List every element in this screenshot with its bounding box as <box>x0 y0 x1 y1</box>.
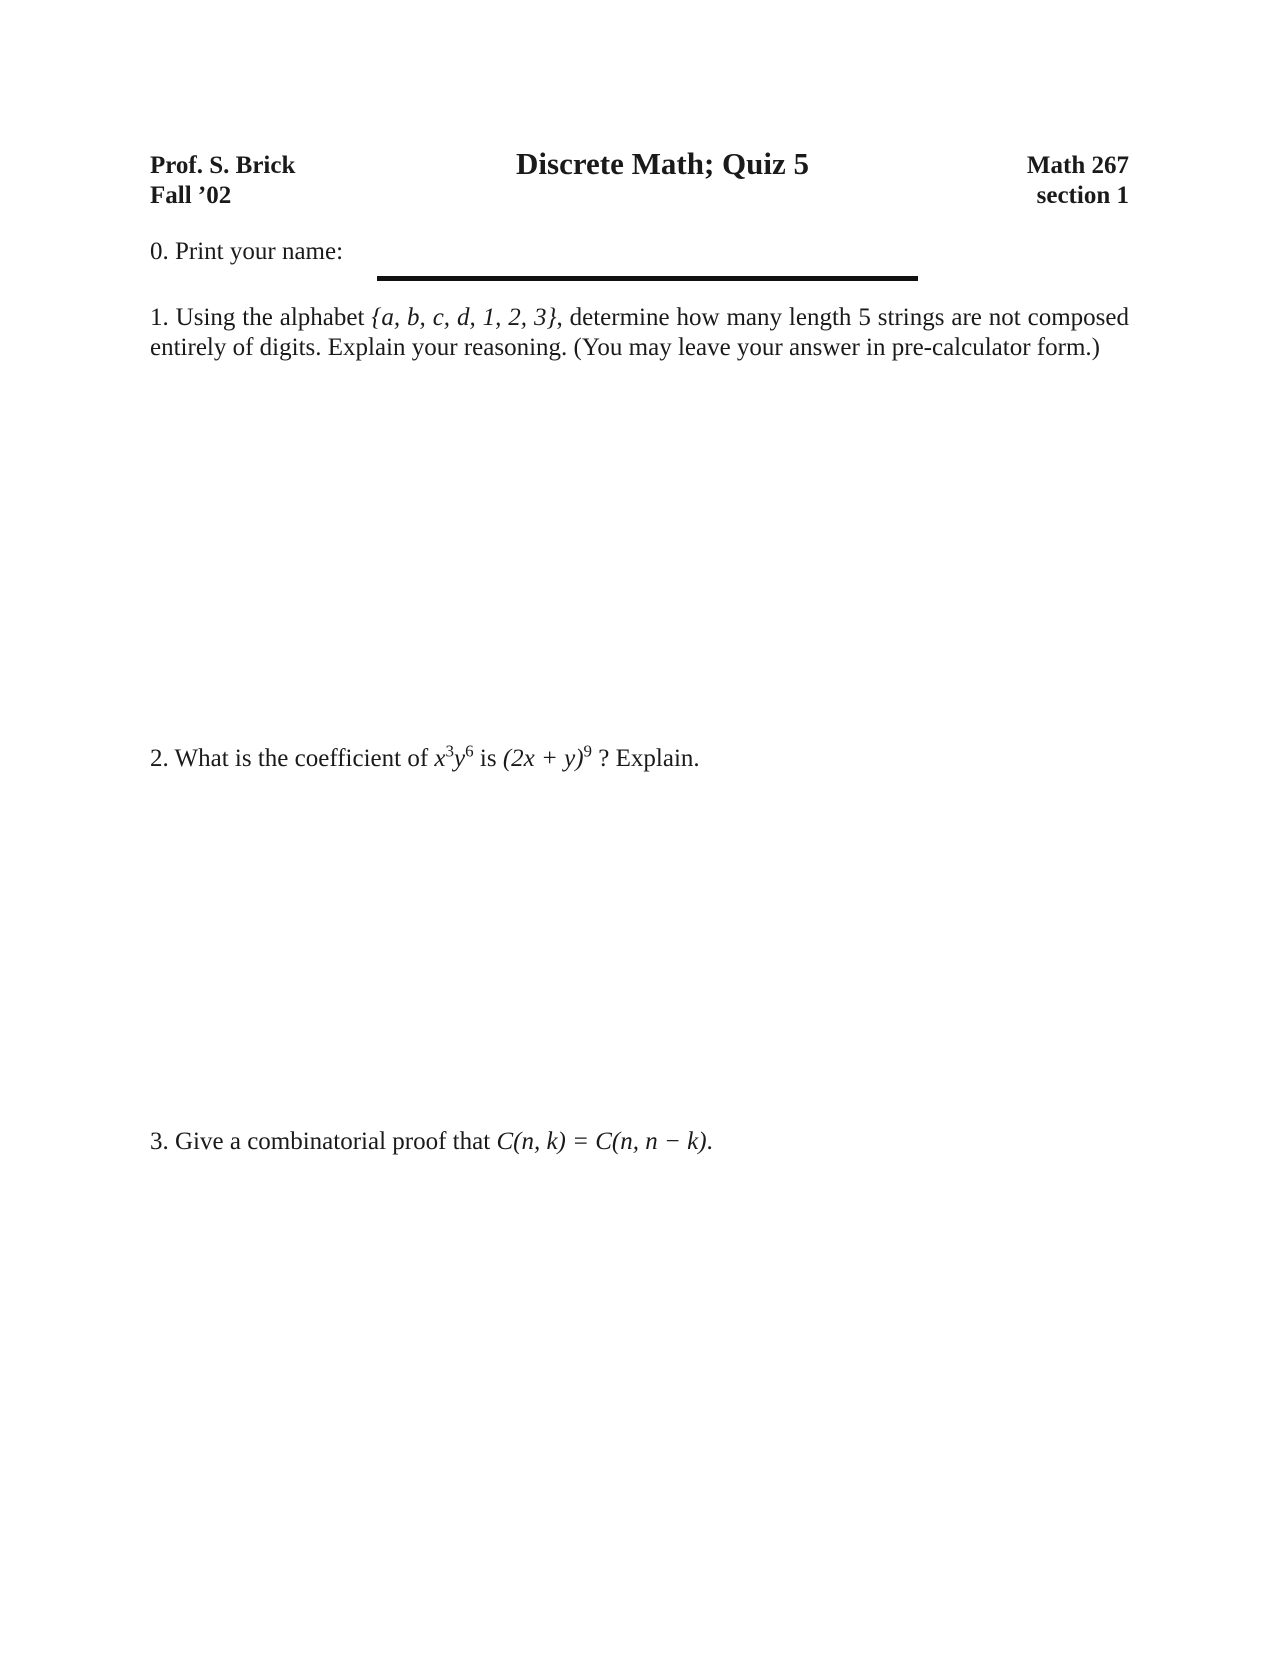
question-3-equation: C(n, k) = C(n, n − k) <box>496 1128 707 1155</box>
question-1 <box>150 303 1129 363</box>
question-2-expression: (2x + y) <box>502 745 584 772</box>
professor-name: Prof. S. Brick <box>150 152 296 179</box>
question-2-intro: 2. What is the coefficient of <box>150 745 435 772</box>
question-1-alphabet: {a, b, c, d, 1, 2, 3} <box>371 304 557 331</box>
section-number: section 1 <box>1036 182 1129 209</box>
question-2 <box>150 741 1129 774</box>
question-0 <box>150 237 1129 267</box>
question-2-exp-y: 6 <box>465 741 474 761</box>
question-3 <box>150 1127 1129 1157</box>
question-2-mid: is <box>473 745 503 772</box>
question-2-rest: ? Explain. <box>592 745 700 772</box>
question-3-end: . <box>706 1128 713 1155</box>
term: Fall ’02 <box>150 182 232 209</box>
question-2-term-x: x <box>434 745 446 772</box>
question-2-exp-expr: 9 <box>583 741 593 761</box>
page-title: Discrete Math; Quiz 5 <box>516 146 809 181</box>
header-right <box>1027 151 1129 211</box>
question-1-rest: , determine how many length 5 strings are not composed entirely of digits. Explain your reasoning. (You may leave your answer in pre-calculator form.) <box>150 304 1130 361</box>
question-2-term-y: y <box>454 745 466 772</box>
question-0-text: 0. Print your name: <box>150 238 344 265</box>
question-2-exp-x: 3 <box>445 741 455 761</box>
question-3-intro: 3. Give a combinatorial proof that <box>150 1128 497 1155</box>
question-1-intro: 1. Using the alphabet <box>150 304 372 331</box>
course-number: Math 267 <box>1026 152 1129 179</box>
name-answer-line[interactable] <box>377 276 918 281</box>
